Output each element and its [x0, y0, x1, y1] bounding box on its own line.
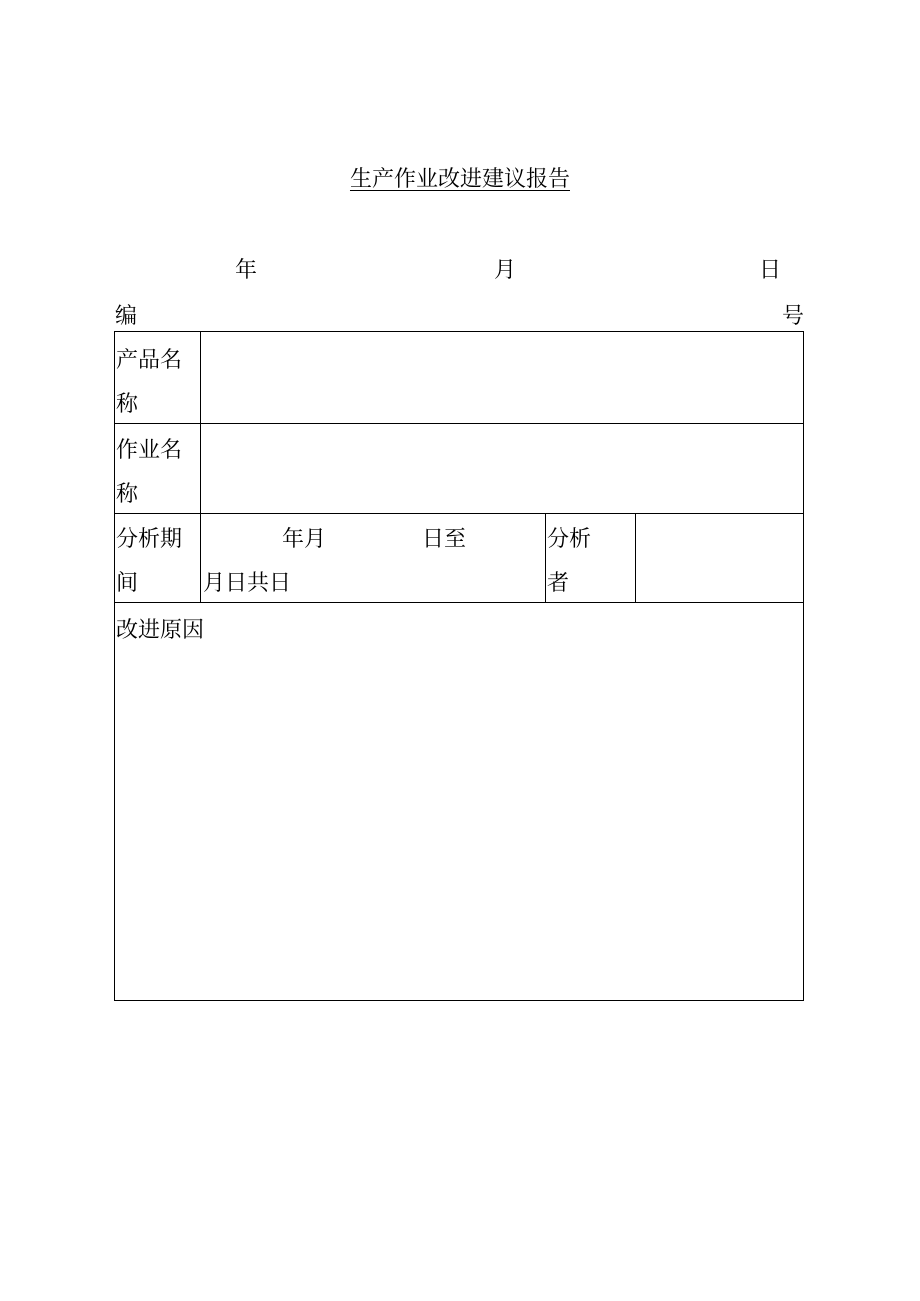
improvement-reason-field[interactable] — [116, 653, 796, 993]
row-divider — [115, 423, 803, 424]
report-form-table — [114, 331, 804, 1001]
date-year-label: 年 — [235, 258, 258, 283]
document-title: 生产作业改进建议报告 — [349, 167, 570, 192]
analysis-period-label: 分析期间 — [116, 527, 183, 596]
serial-number-label-right: 号 — [782, 304, 805, 329]
date-day-label: 日 — [759, 258, 782, 283]
improvement-reason-label: 改进原因 — [116, 618, 205, 643]
operation-name-label: 作业名称 — [116, 438, 183, 507]
analyst-label: 分析者 — [547, 527, 592, 596]
date-month-label: 月 — [494, 258, 517, 283]
serial-number-label-left: 编 — [115, 304, 138, 329]
period-start-day-to: 日至 — [422, 527, 467, 552]
period-end-month-day-total: 月日共日 — [203, 571, 292, 596]
analyst-column-divider — [545, 513, 546, 602]
period-start-year-month: 年月 — [282, 527, 327, 552]
label-column-divider — [200, 332, 201, 602]
row-divider — [115, 513, 803, 514]
product-name-label: 产品名称 — [116, 348, 183, 417]
analyst-value-divider — [635, 513, 636, 602]
